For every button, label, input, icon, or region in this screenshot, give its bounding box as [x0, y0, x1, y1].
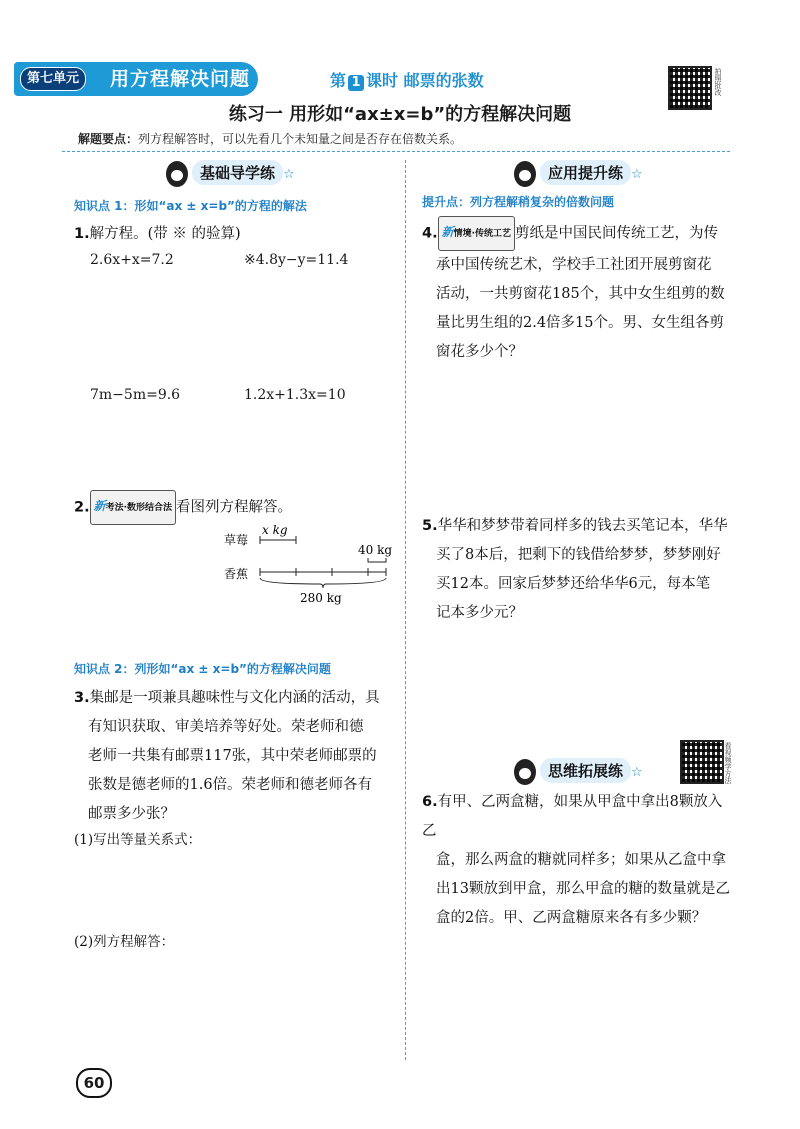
knowledge-point-1: 知识点 1：形如“ax ± x=b”的方程的解法 [74, 199, 307, 213]
q5-line-2: 买了8本后，把剩下的钱借给梦梦，梦梦刚好 [436, 547, 721, 563]
section-basic [166, 160, 295, 187]
star-icon: ☆ [631, 167, 643, 182]
q6-line-1 [422, 788, 732, 846]
mascot-icon [166, 161, 188, 187]
qr-caption: 拍照批改 [714, 68, 722, 96]
q5-number: 5. [422, 518, 438, 534]
section-basic-label: 基础导学练 [192, 160, 283, 185]
label-strawberry: 草莓 [224, 533, 249, 547]
new-badge-mark: 新 [441, 225, 454, 239]
q6-text-1: 有甲、乙两盒糖，如果从甲盒中拿出8颗放入乙 [422, 794, 723, 839]
q3-line-3: 老师一共集有邮票117张，其中荣老师邮票的 [88, 748, 377, 764]
q3-line-1 [74, 684, 404, 713]
top-divider [62, 151, 730, 152]
section-extend-label: 思维拓展练 [540, 758, 631, 783]
tips-text: 列方程解答时，可以先看几个未知量之间是否存在倍数关系。 [138, 132, 463, 146]
unit-tag [14, 62, 258, 96]
section-extend [514, 758, 643, 785]
unit-label: 第七单元 [20, 67, 86, 91]
mascot-icon [514, 161, 536, 187]
q4-text-1: 剪纸是中国民间传统工艺，为传 [515, 225, 719, 242]
column-divider [405, 160, 406, 1060]
equation-1: 2.6x+x=7.2 [90, 252, 174, 268]
label-280kg: 280 kg [300, 591, 342, 605]
question-6 [422, 788, 732, 933]
star-icon: ☆ [283, 167, 295, 182]
q4-line-4: 量比男生组的2.4倍多15个。男、女生组各剪 [436, 315, 725, 331]
q2-text: 看图列方程解答。 [176, 499, 293, 516]
q1-text: 解方程。(带 ※ 的验算) [89, 226, 241, 242]
equation-4: 1.2x+1.3x=10 [244, 387, 346, 403]
unit-title: 用方程解决问题 [110, 68, 251, 90]
label-40kg: 40 kg [358, 543, 393, 557]
q2-badge [90, 490, 176, 525]
practice-title: 练习一 用形如“ax±x=b”的方程解决问题 [228, 104, 572, 125]
label-banana: 香蕉 [224, 567, 249, 581]
q6-line-2: 盒，那么两盒的糖就同样多；如果从乙盒中拿 [436, 852, 726, 868]
question-4 [422, 216, 732, 367]
section-apply-label: 应用提升练 [540, 160, 631, 185]
q4-line-2: 承中国传统艺术，学校手工社团开展剪窗花 [436, 257, 712, 273]
lesson-prefix: 第 [330, 71, 347, 90]
q5-line-4: 记本多少元？ [436, 605, 523, 621]
q2-badge-text: 考法·数形结合法 [105, 503, 173, 513]
segment-diagram [220, 518, 410, 608]
question-5 [422, 512, 732, 628]
q3-line-5: 邮票多少张？ [88, 806, 175, 822]
equation-2: ※4.8y−y=11.4 [244, 252, 349, 268]
q4-line-5: 窗花多少个？ [436, 344, 523, 360]
total-brace [260, 578, 386, 588]
question-1 [74, 220, 241, 249]
q6-line-3: 出13颗放到甲盒，那么甲盒的糖的数量就是乙 [436, 881, 730, 897]
new-badge-mark: 新 [93, 499, 106, 513]
page-number: 60 [76, 1068, 112, 1098]
q4-line-1 [422, 216, 732, 251]
section-apply [514, 160, 643, 187]
qr-code-icon-2[interactable] [680, 740, 724, 784]
question-3 [74, 684, 404, 829]
q3-number: 3. [74, 690, 90, 706]
mascot-icon [514, 759, 536, 785]
lesson-suffix: 课时 邮票的张数 [366, 71, 484, 90]
q1-number: 1. [74, 226, 90, 242]
q6-number: 6. [422, 794, 438, 810]
tips-label: 解题要点： [78, 132, 139, 146]
q4-number: 4. [422, 225, 438, 242]
tips [78, 130, 462, 147]
q2-number: 2. [74, 499, 90, 516]
extra-brace [368, 558, 386, 562]
q6-line-4: 盒的2倍。甲、乙两盒糖原来各有多少颗？ [436, 910, 707, 926]
q4-badge [438, 216, 515, 251]
q3-text-1: 集邮是一项兼具趣味性与文化内涵的活动，具 [89, 690, 380, 706]
knowledge-point-2: 知识点 2：列形如“ax ± x=b”的方程解决问题 [74, 662, 331, 676]
equation-3: 7m−5m=9.6 [90, 387, 181, 403]
q5-text-1: 华华和梦梦带着同样多的钱去买笔记本，华华 [437, 518, 728, 534]
label-x-kg: x kg [262, 523, 288, 537]
q3-sub1: (1)写出等量关系式： [74, 832, 202, 848]
q3-line-4: 张数是德老师的1.6倍。荣老师和德老师各有 [88, 777, 373, 793]
knowledge-point-3: 提升点：列方程解稍复杂的倍数问题 [422, 195, 615, 209]
qr-caption-2: 看视频学方法 [724, 742, 732, 784]
q3-line-2: 有知识获取、审美培养等好处。荣老师和德 [88, 719, 364, 735]
q4-badge-text: 情境·传统工艺 [453, 229, 512, 239]
lesson-title [330, 68, 484, 91]
q4-line-3: 活动，一共剪窗花185个，其中女生组剪的数 [436, 286, 725, 302]
star-icon: ☆ [631, 765, 643, 780]
q5-line-3: 买12本。回家后梦梦还给华华6元，每本笔 [436, 576, 711, 592]
lesson-number: 1 [348, 75, 364, 91]
q5-line-1 [422, 512, 732, 541]
q3-sub2: (2)列方程解答： [74, 934, 175, 950]
